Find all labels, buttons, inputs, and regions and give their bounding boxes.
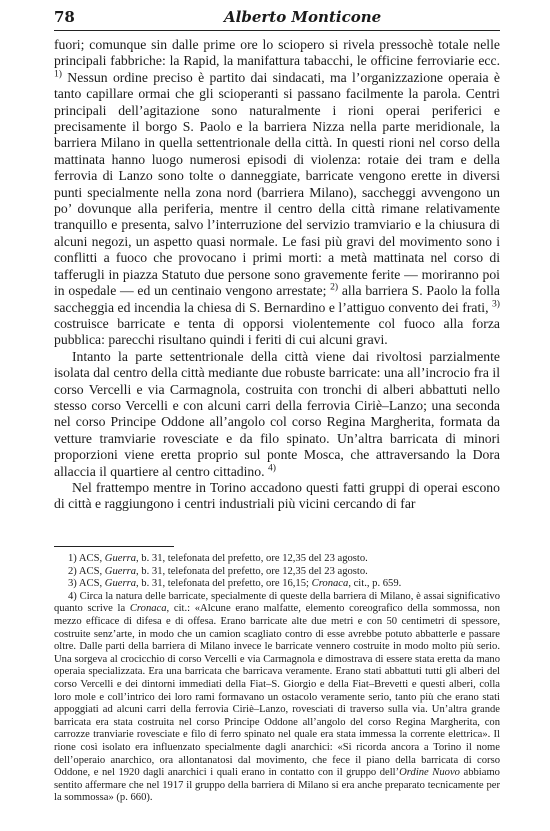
- text-run: alla barriera S. Paolo la folla saccheggia ed incendia la chiesa di S. Bernardino e l’attiguo convento dei frati,: [54, 283, 500, 315]
- paragraph: [54, 37, 500, 349]
- text-run: 1) ACS,: [68, 553, 105, 564]
- italic-title: Cronaca: [129, 603, 167, 615]
- footnotes: [54, 553, 500, 805]
- italic-title: Guerra: [104, 578, 136, 590]
- footnote: [54, 591, 500, 805]
- footnote: [54, 578, 500, 591]
- italic-title: Guerra: [104, 565, 136, 577]
- text-run: costruisce barricate e tenta di opporsi violentemente col fuoco alla forza pubblica: parecchi risultano quindi i feriti di cui alcuni gravi.: [54, 315, 500, 348]
- paragraph: [54, 349, 500, 480]
- body-text: [54, 37, 500, 513]
- text-run: 2) ACS,: [68, 565, 105, 577]
- note-reference: 3): [492, 297, 500, 309]
- text-run: 3) ACS,: [68, 578, 105, 590]
- text-run: , b. 31, telefonata del prefetto, ore 12,35 del 23 agosto.: [136, 553, 368, 564]
- italic-title: Guerra: [104, 553, 136, 564]
- italic-title: Ordine Nuovo: [399, 767, 460, 779]
- footnote: [54, 566, 500, 579]
- text-run: Nel frattempo mentre in Torino accadono questi fatti gruppi di operai escono di città e raggiungono i centri industriali più vicini cercando di far: [54, 479, 500, 512]
- note-reference: 1): [54, 68, 62, 80]
- text-run: fuori; comunque sin dalle prime ore lo sciopero si rivela pressochè totale nelle principali fabbriche: la Rapid, la manifattura tabacchi, le officine ferroviarie ecc.: [54, 37, 500, 69]
- text-run: Nessun ordine preciso è partito dai sindacati, ma l’organizzazione operaia è tanto capillare ormai che gli scioperanti si passano facilmente la parola. Centri principali dell’agitazione sono naturalmente i rioni operai periferici e precisamente il borgo S. Paolo e la barriera Nizza nella parte meridionale, la barriera Milano in quella settentrionale della città. In questi rioni nel corso della mattinata hanno luogo numerosi episodi di violenza: rotaie dei tram e della ferrovia di Lanzo sono tolte o danneggiate, barricate vengono erette in diversi punti specialmente nella zona nord (barriera Milano), saccheggi avvengono un po’ dovunque alla periferia, mentre il centro della città rimane relativamente tranquillo e presenta, salvo l’interruzione del servizio tramviario e la chiusura di alcuni negozi, un aspetto quasi normale. Le fasi più gravi del movimento sono i conflitti a fuoco che provocano i primi morti: a metà mattinata nel corso di tafferugli in piazza Statuto due persone sono gravemente ferite — moriranno poi in ospedale — ed un centinaio vengono arrestate;: [54, 69, 500, 299]
- note-reference: 2): [330, 281, 339, 293]
- italic-title: Cronaca: [311, 578, 349, 590]
- text-run: , b. 31, telefonata del prefetto, ore 16,15;: [136, 578, 312, 590]
- text-run: , cit., p. 659.: [348, 578, 402, 590]
- note-reference: 4): [267, 462, 276, 473]
- text-run: , b. 31, telefonata del prefetto, ore 12,35 del 23 agosto.: [136, 565, 368, 577]
- text-run: 4) Circa la natura delle barricate, specialmente di queste della barriera di Milano, è assai significativo quanto scrive la: [54, 590, 500, 615]
- page-number: 78: [54, 8, 75, 26]
- paragraph: [54, 480, 500, 513]
- footnote: [54, 553, 500, 566]
- page-header: [54, 6, 500, 28]
- running-head: Alberto Monticone: [224, 8, 382, 26]
- header-rule: [54, 30, 500, 31]
- text-run: , cit.: «Alcune erano malfatte, elemento coreografico della sommossa, non mezzo efficace di difesa e di offesa. Erano barricate alte due metri e con 50 centimetri di spessore, costruite senz’arte, in modo che un camion scagliato contro di esse avrebbe potuto abbatterle e passare oltre. Dalle parti della barriera di Milano invece le barricate vennero costruite in modo molto più serio. Una sorgeva al crocicchio di corso Vercelli e via Carmagnola e dimostrava di essere stata eretta da mano operaia specializzata. Era una barricata che barricava veramente. Erano stati abbattuti tutti gli alberi del corso Vercelli e dei dintorni immediati della Fiat–S. Giorgio e della Fiat–Brevetti e questi alberi, colla loro mole e coll’intrico dei loro rami formavano un ostacolo veramente serio, tanto più che erano stati appoggiati ad alcuni carri della ferrovia Ciriè–Lanzo, rovesciati di traverso sulla via. Un’altra grande barricata era stata costruita nel corso Principe Oddone all’angolo del corso Regina Margherita, con carrozze tranviarie rovesciate e filo di ferro spinato nel quale era stata immessa la corrente elettrica». Il rione così isolato era influenzato specialmente dagli anarchici: «Si ricorda ancora a Torino il nome dell’operaio anarchico, ora allontanatosi dal movimento, che fece il piano della barricata di corso Oddone, e nel 1920 dagli anarchici i quali erano in contatto con il gruppo dell’: [54, 603, 500, 779]
- text-run: abbiamo sentito affermare che nel 1917 il gruppo della barriera di Milano si era anche preparato tecnicamente per la sommossa» (p. 660).: [54, 767, 500, 804]
- text-run: Intanto la parte settentrionale della città viene dai rivoltosi parzialmente isolata dal centro della città mediante due robuste barricate: una all’incrocio fra il corso Vercelli e via Carmagnola, costruita con tronchi di alberi abbattuti nello stesso corso Vercelli e con alcuni carri della ferrovia Ciriè–Lanzo; una seconda nel corso Principe Oddone all’angolo col corso Regina Margherita, formata da vetture tramviarie rovesciate e da filo spinato. Un’altra barricata di minori proporzioni viene eretta proprio sul ponte Mosca, che attraversando la Dora allaccia il quartiere al centro cittadino.: [54, 348, 500, 479]
- footnote-separator: [54, 546, 174, 547]
